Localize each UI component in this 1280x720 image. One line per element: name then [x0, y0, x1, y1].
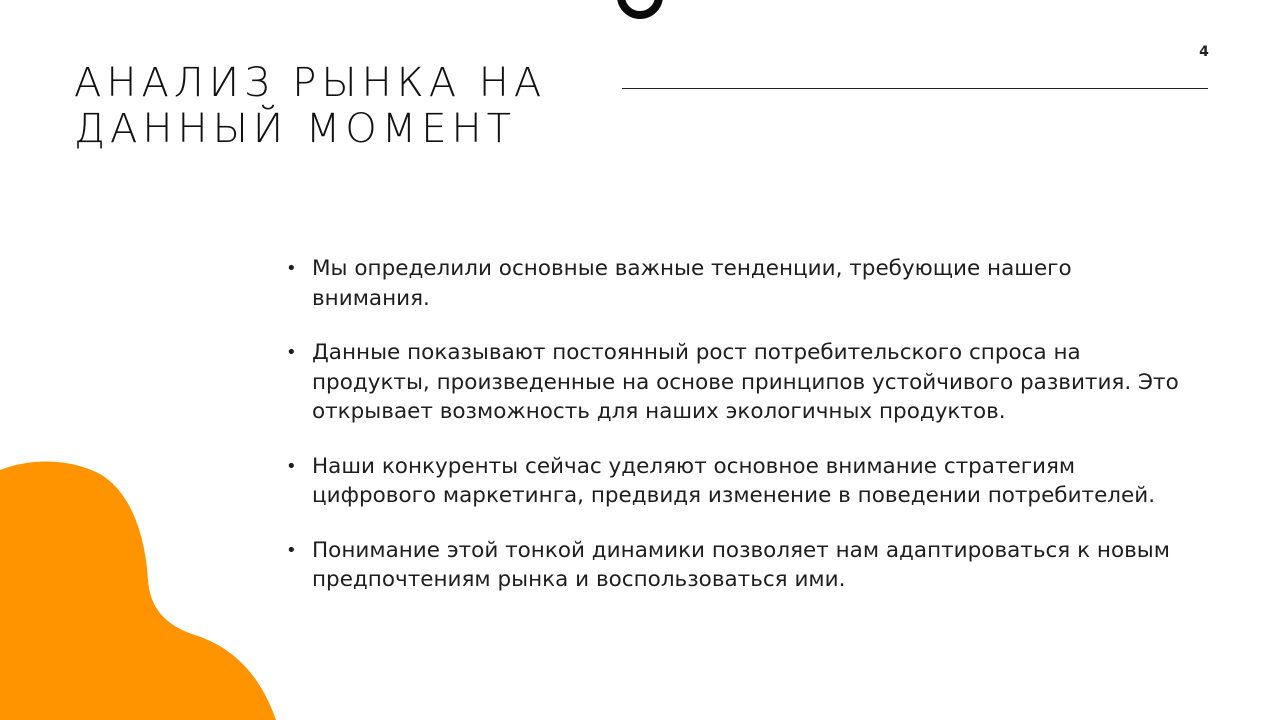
orange-blob-icon [0, 440, 300, 720]
bullet-text: Данные показывают постоянный рост потребительского спроса на продукты, произведенные на основе принципов устойчивого развития. Это открывает возможность для наших экологичных продуктов. [312, 340, 1179, 424]
bullet-text: Наши конкуренты сейчас уделяют основное внимание стратегиям цифрового маркетинга, предвидя изменение в поведении потребителей. [312, 453, 1156, 508]
page-number: 4 [1199, 44, 1209, 60]
bullet-item [286, 254, 1196, 313]
bullet-item [286, 536, 1196, 595]
ring-decoration-icon [614, 0, 666, 22]
bullet-marker: • [286, 539, 297, 561]
bullet-text: Понимание этой тонкой динамики позволяет нам адаптироваться к новым предпочтениям рынка и воспользоваться ими. [312, 537, 1170, 592]
slide-title [74, 60, 546, 152]
slide-title-line-1: АНАЛИЗ РЫНКА НА [74, 60, 547, 106]
bullet-marker: • [286, 455, 297, 477]
header-divider [622, 88, 1208, 89]
slide-title-line-2: ДАННЫЙ МОМЕНТ [74, 106, 517, 152]
bullet-item [286, 338, 1196, 427]
bullet-text: Мы определили основные важные тенденции, требующие нашего внимания. [312, 256, 1072, 311]
bullet-marker: • [286, 342, 297, 363]
bullet-list [286, 254, 1196, 620]
bullet-marker: • [286, 258, 297, 279]
bullet-item [286, 452, 1196, 511]
